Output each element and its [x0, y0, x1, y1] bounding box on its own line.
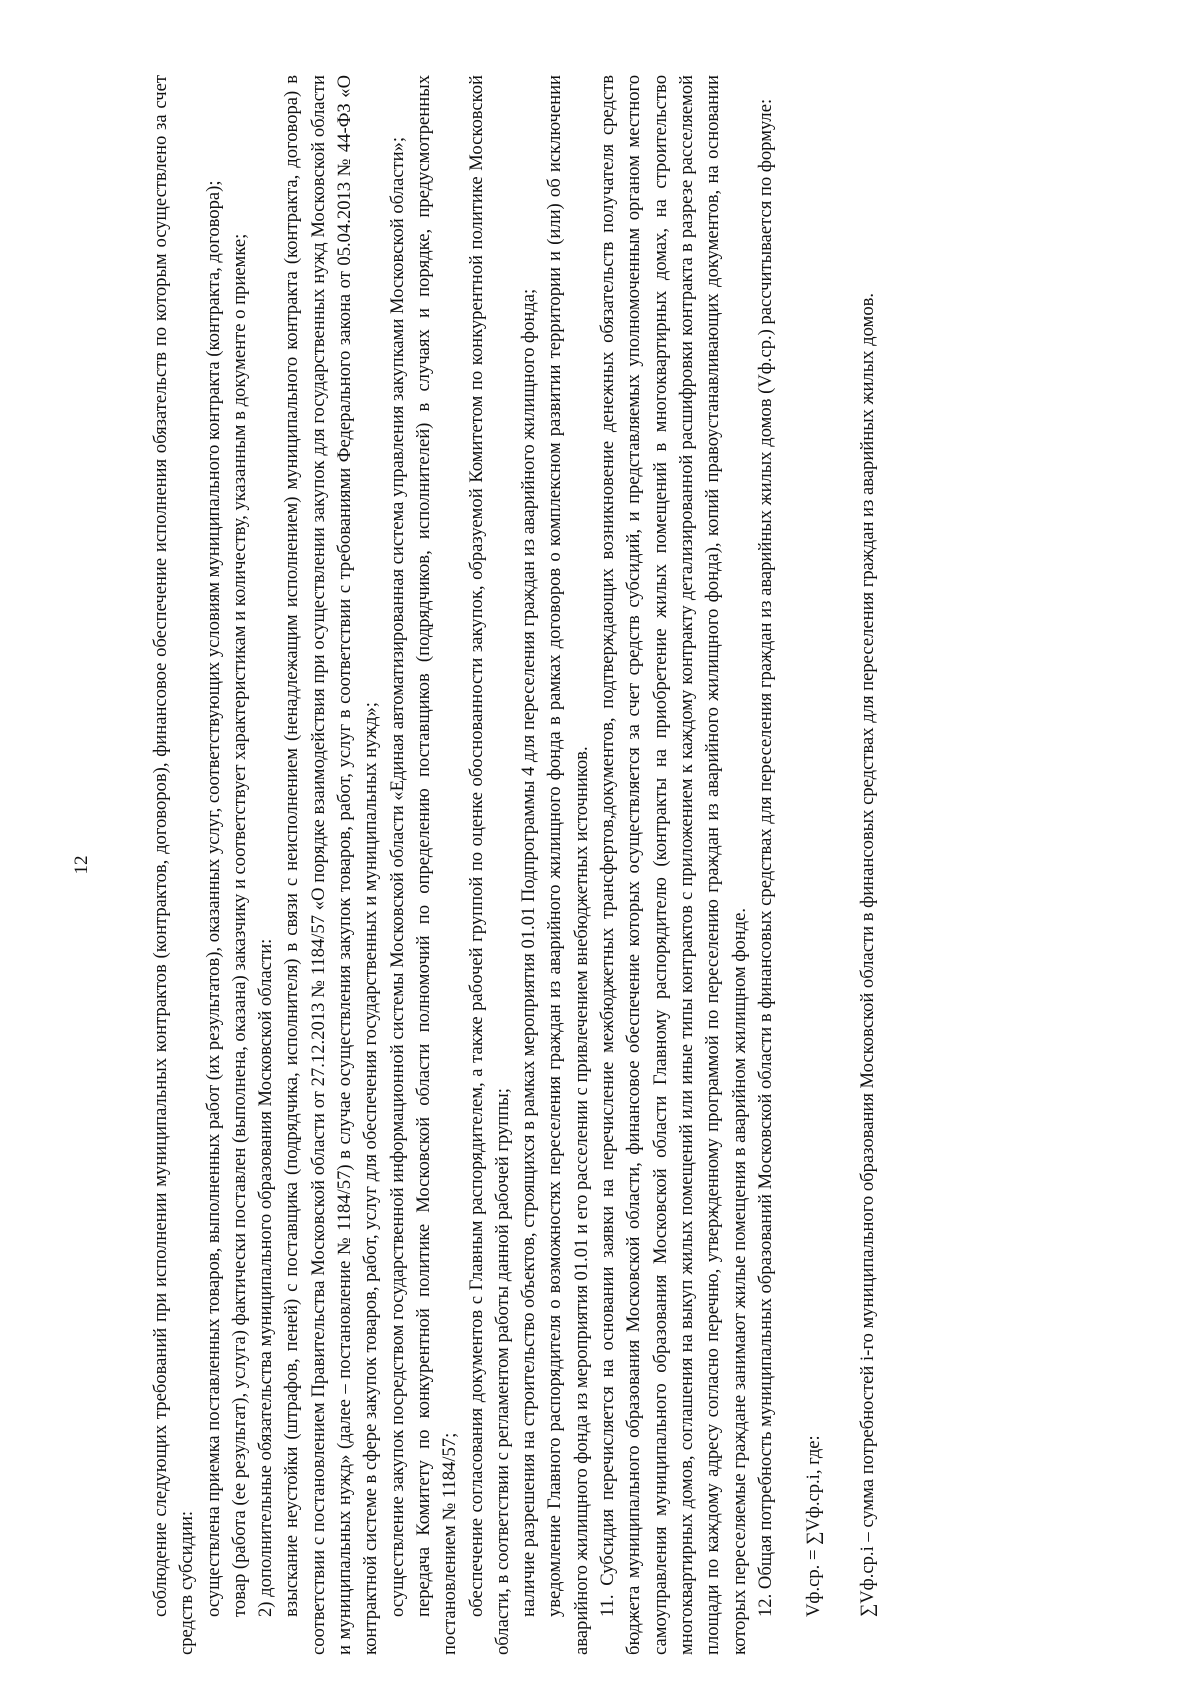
- paragraph: передача Комитету по конкурентной политике Московской области полномочий по определению поставщиков (подрядчиков, исполнителей) в случаях и порядке, предусмотренных постановлением № 1184/57;: [412, 75, 461, 1655]
- paragraph: уведомление Главного распорядителя о возможностях переселения граждан из аварийного жилищного фонда в рамках договоров о комплексном развитии территории и (или) об исключении аварийного жилищного фонда из мероприятия 01.01 и его расселении с привлечением внебюджетных источников.: [544, 75, 592, 1655]
- paragraph: товар (работа (ее результат), услуга) фактически поставлен (выполнена, оказана) заказчику и соответствует характеристикам и количеству, указанным в документе о приемке;: [228, 233, 250, 1617]
- paragraph: наличие разрешения на строительство объектов, строящихся в рамках мероприятия 01.01 Подпрограммы 4 для переселения граждан из аварийного жилищного фонда;: [518, 288, 540, 1617]
- paragraph: 12. Общая потребность муниципальных образований Московской области в финансовых средствах для переселения граждан из аварийных жилых домов (Vф.ср.) рассчитывается по формуле:: [754, 98, 776, 1617]
- paragraph: обеспечение согласования документов с Главным распорядителем, а также рабочей группой по оценке обоснованности закупок, образуемой Комитетом по конкурентной политике Московской области, в соответствии с регламентом работы данной рабочей группы;: [465, 75, 513, 1655]
- paragraph: соблюдение следующих требований при исполнении муниципальных контрактов (контрактов, договоров), финансовое обеспечение исполнения обязательств по которым осуществлено за счет средств субсидии:: [150, 75, 198, 1655]
- rotated-page-content: [70, 75, 1130, 1655]
- document-body: [148, 75, 882, 1655]
- paragraph: 2) дополнительные обязательства муниципального образования Московской области:: [255, 938, 277, 1617]
- formula: Vф.ср. = ∑Vф.ср.i, где:: [803, 1435, 825, 1617]
- paragraph: осуществление закупок посредством государственной информационной системы Московской области «Единая автоматизированная система управления закупками Московской области»;: [386, 137, 408, 1617]
- page-number: 12: [71, 855, 92, 875]
- paragraph: взыскание неустойки (штрафов, пеней) с поставщика (подрядчика, исполнителя) в связи с неисполнением (ненадлежащим исполнением) муниципального контракта (контракта, договора) в соответствии с постановлением Правительства Московской области от 27.12.2013 № 1184/57 «О порядке взаимодействия при осуществлении закупок для государственных нужд Московской области и муниципальных нужд» (далее – постановление № 1184/57) в случае осуществления закупок товаров, работ, услуг в соответствии с требованиями Федерального закона от 05.04.2013 № 44-ФЗ «О контрактной системе в сфере закупок товаров, работ, услуг для обеспечения государственных и муниципальных нужд»;: [281, 75, 382, 1655]
- paragraph: 11. Субсидия перечисляется на основании заявки на перечисление межбюджетных трансфертов,документов, подтверждающих возникновение денежных обязательств получателя средств бюджета муниципального образования Московской области, финансовое обеспечение которых осуществляется за счет средств субсидий, и представляемых уполномоченным органом местного самоуправления муниципального образования Московской области Главному распорядителю (контракты на приобретение жилых помещений в многоквартирных домах, на строительство многоквартирных домов, соглашения на выкуп жилых помещений или иные типы контрактов с приложением к каждому контракту детализированной расшифровки контракта в разрезе расселяемой площади по каждому адресу согласно перечню, утвержденному программой по переселению граждан из аварийного жилищного фонда), копий правоустанавливающих документов, на основании которых переселяемые граждане занимают жилые помещения в аварийном жилищном фонде.: [597, 75, 750, 1655]
- paragraph: осуществлена приемка поставленных товаров, выполненных работ (их результатов), оказанных услуг, соответствующих условиям муниципального контракта (контракта, договора);: [202, 180, 224, 1617]
- formula-definition: ∑Vф.ср.i – сумма потребностей i-го муниципального образования Московской области в финансовых средствах для переселения граждан из аварийных жилых домов.: [857, 292, 879, 1617]
